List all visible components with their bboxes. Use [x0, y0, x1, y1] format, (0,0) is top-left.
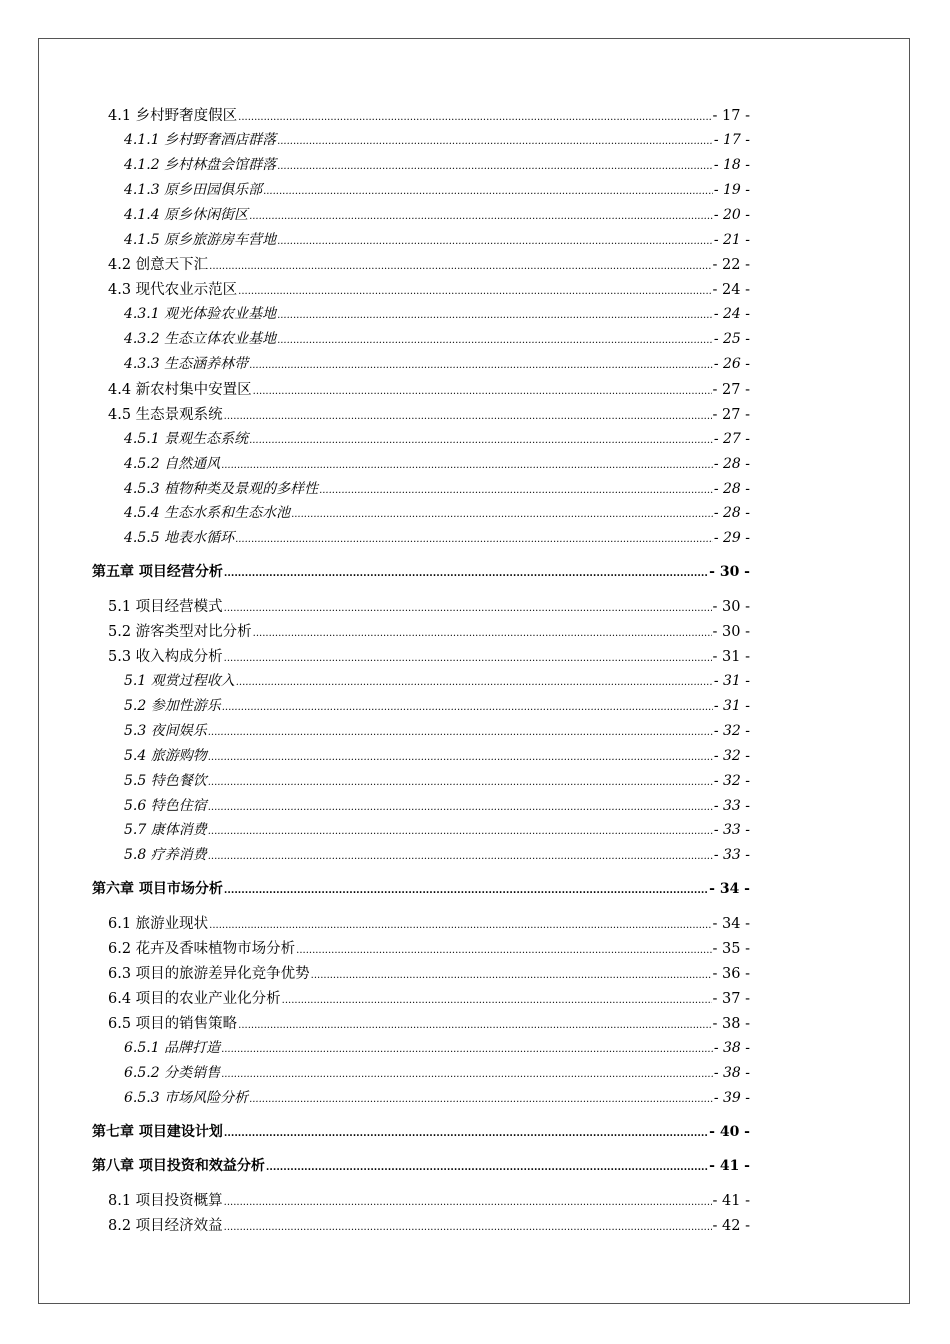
toc-entry-page: - 34 - [709, 881, 750, 898]
toc-entry-page: - 18 - [713, 156, 750, 173]
toc-entry-label: 第八章 项目投资和效益分析 [92, 1157, 265, 1174]
toc-entry-page: - 31 - [712, 649, 750, 666]
toc-dot-leader [224, 881, 708, 897]
toc-entry-label: 4.4 新农村集中安置区 [108, 381, 252, 398]
toc-dot-leader [224, 649, 712, 665]
toc-entry-page: - 27 - [712, 406, 750, 423]
toc-entry-label: 5.3 夜间娱乐 [124, 722, 207, 739]
toc-entry-page: - 42 - [712, 1217, 750, 1234]
toc-entry-label: 4.5.3 植物种类及景观的多样性 [124, 480, 319, 497]
toc-entry-label: 4.3.1 观光体验农业基地 [124, 306, 277, 323]
toc-entry[interactable] [124, 154, 750, 174]
toc-dot-leader [208, 773, 713, 789]
toc-entry-page: - 27 - [713, 430, 750, 447]
toc-entry[interactable] [124, 129, 750, 149]
toc-entry-page: - 33 - [713, 847, 750, 864]
toc-entry-page: - 33 - [713, 797, 750, 814]
toc-dot-leader [311, 966, 712, 982]
toc-dot-leader [208, 798, 713, 814]
toc-dot-leader [277, 331, 713, 347]
toc-entry[interactable] [124, 502, 750, 522]
toc-entry-label: 4.1.3 原乡田园俱乐部 [124, 181, 263, 198]
toc-entry[interactable] [124, 695, 750, 715]
toc-entry[interactable] [124, 1037, 750, 1057]
toc-entry-page: - 30 - [709, 564, 750, 581]
toc-entry-page: - 36 - [712, 966, 750, 983]
toc-dot-leader [277, 232, 713, 248]
toc-dot-leader [282, 991, 712, 1007]
toc-entry-page: - 39 - [713, 1089, 750, 1106]
toc-entry-label: 6.3 项目的旅游差异化竞争优势 [108, 966, 310, 983]
toc-entry[interactable] [108, 1189, 750, 1210]
toc-dot-leader [249, 1090, 713, 1106]
toc-entry[interactable] [108, 1214, 750, 1235]
toc-entry[interactable] [124, 328, 750, 348]
toc-entry-label: 8.1 项目投资概算 [108, 1192, 223, 1209]
toc-dot-leader [209, 257, 711, 273]
toc-entry-page: - 38 - [713, 1039, 750, 1056]
toc-dot-leader [238, 108, 711, 124]
toc-dot-leader [222, 698, 713, 714]
toc-entry-label: 5.1 观赏过程收入 [124, 673, 235, 689]
toc-entry-page: - 19 - [713, 181, 750, 198]
toc-entry-label: 4.1.5 原乡旅游房车营地 [124, 231, 277, 248]
toc-entry-label: 5.5 特色餐饮 [124, 772, 207, 789]
toc-entry[interactable] [108, 378, 750, 399]
toc-entry-page: - 28 - [713, 505, 750, 522]
toc-dot-leader [221, 456, 713, 472]
toc-entry[interactable] [108, 403, 750, 424]
toc-dot-leader [208, 847, 713, 863]
toc-dot-leader [224, 1218, 712, 1234]
toc-entry-page: - 28 - [713, 455, 750, 472]
toc-entry[interactable] [92, 1121, 750, 1141]
toc-entry-page: - 41 - [712, 1192, 750, 1209]
toc-entry-label: 6.5.1 品牌打造 [124, 1039, 221, 1056]
toc-entry-page: - 33 - [713, 822, 750, 839]
toc-entry[interactable] [124, 453, 750, 473]
toc-entry-label: 5.6 特色住宿 [124, 797, 207, 814]
toc-entry-page: - 40 - [709, 1123, 750, 1140]
toc-entry-label: 5.7 康体消费 [124, 822, 207, 839]
toc-dot-leader [236, 673, 713, 689]
toc-entry[interactable] [108, 104, 750, 125]
toc-dot-leader [253, 624, 712, 640]
toc-dot-leader [277, 157, 713, 173]
toc-entry[interactable] [124, 353, 750, 373]
toc-entry-page: - 35 - [712, 941, 750, 958]
toc-dot-leader [208, 748, 713, 764]
toc-dot-leader [277, 306, 713, 322]
toc-entry-page: - 30 - [712, 624, 750, 641]
toc-entry-page: - 28 - [713, 480, 750, 497]
toc-entry-page: - 31 - [713, 673, 750, 689]
toc-entry[interactable] [108, 937, 750, 958]
toc-entry[interactable] [124, 428, 750, 448]
toc-entry[interactable] [108, 645, 750, 666]
toc-entry[interactable] [108, 595, 750, 616]
toc-entry-label: 5.3 收入构成分析 [108, 649, 223, 666]
toc-entry-page: - 32 - [713, 747, 750, 764]
toc-entry-page: - 21 - [713, 231, 750, 248]
toc-entry-label: 4.5.1 景观生态系统 [124, 430, 249, 447]
toc-entry-page: - 29 - [713, 530, 750, 547]
toc-entry-page: - 38 - [712, 1015, 750, 1032]
toc-entry-page: - 38 - [713, 1064, 750, 1081]
toc-entry[interactable] [124, 670, 750, 690]
toc-dot-leader [208, 822, 713, 838]
toc-entry[interactable] [124, 795, 750, 815]
toc-entry-page: - 24 - [712, 282, 750, 299]
toc-dot-leader [238, 1016, 711, 1032]
toc-dot-leader [224, 564, 708, 580]
toc-entry-label: 4.1.4 原乡休闲街区 [124, 206, 249, 223]
toc-entry-label: 6.1 旅游业现状 [108, 916, 209, 933]
toc-dot-leader [266, 1158, 708, 1174]
toc-dot-leader [209, 916, 711, 932]
toc-dot-leader [249, 431, 713, 447]
toc-entry-label: 5.1 项目经营模式 [108, 599, 223, 616]
toc-entry[interactable] [124, 720, 750, 740]
toc-entry-label: 4.5 生态景观系统 [108, 406, 223, 423]
toc-dot-leader [277, 132, 713, 148]
toc-dot-leader [224, 407, 712, 423]
toc-entry-label: 第六章 项目市场分析 [92, 881, 223, 898]
toc-entry-label: 4.2 创意天下汇 [108, 257, 209, 274]
toc-entry-label: 8.2 项目经济效益 [108, 1217, 223, 1234]
toc-entry-page: - 22 - [712, 257, 750, 274]
toc-entry-label: 4.1.2 乡村林盘会馆群落 [124, 156, 277, 173]
toc-entry-page: - 20 - [713, 206, 750, 223]
toc-dot-leader [208, 723, 713, 739]
toc-entry-label: 6.5.2 分类销售 [124, 1064, 221, 1081]
toc-entry[interactable] [124, 1062, 750, 1082]
toc-entry-page: - 26 - [713, 356, 750, 372]
toc-entry-label: 4.3.3 生态涵养林带 [124, 356, 249, 372]
toc-dot-leader [253, 382, 712, 398]
toc-entry[interactable] [92, 561, 750, 581]
toc-entry[interactable] [124, 844, 750, 864]
toc-entry[interactable] [92, 1155, 750, 1175]
toc-entry-page: - 31 - [713, 697, 750, 714]
toc-entry[interactable] [124, 819, 750, 839]
toc-entry-page: - 25 - [713, 331, 750, 348]
toc-dot-leader [296, 941, 711, 957]
toc-entry-label: 5.8 疗养消费 [124, 847, 207, 864]
toc-entry-label: 5.2 游客类型对比分析 [108, 624, 252, 641]
toc-entry-label: 4.5.4 生态水系和生态水池 [124, 505, 291, 522]
toc-entry-label: 6.5 项目的销售策略 [108, 1015, 238, 1032]
toc-entry[interactable] [124, 303, 750, 323]
toc-entry[interactable] [124, 179, 750, 199]
toc-entry-page: - 37 - [712, 991, 750, 1007]
toc-dot-leader [249, 356, 713, 372]
toc-entry-label: 第五章 项目经营分析 [92, 564, 223, 581]
toc-entry[interactable] [124, 229, 750, 249]
toc-dot-leader [221, 1065, 713, 1081]
toc-dot-leader [235, 530, 713, 546]
toc-entry-page: - 41 - [709, 1157, 750, 1174]
toc-dot-leader [224, 1193, 712, 1209]
toc-entry-label: 4.1.1 乡村野奢酒店群落 [124, 131, 277, 148]
toc-entry-page: - 24 - [713, 306, 750, 323]
toc-entry-label: 5.4 旅游购物 [124, 747, 207, 764]
toc-entry-label: 5.2 参加性游乐 [124, 697, 221, 714]
toc-entry[interactable] [124, 745, 750, 765]
toc-entry-page: - 17 - [713, 131, 750, 148]
toc-dot-leader [291, 505, 713, 521]
toc-entry-page: - 32 - [713, 722, 750, 739]
toc-entry-page: - 27 - [712, 381, 750, 398]
toc-dot-leader [238, 282, 711, 298]
toc-dot-leader [263, 182, 713, 198]
toc-entry[interactable] [108, 620, 750, 641]
toc-entry[interactable] [108, 987, 750, 1008]
toc-entry[interactable] [108, 962, 750, 983]
toc-entry-label: 6.5.3 市场风险分析 [124, 1089, 249, 1106]
toc-dot-leader [319, 481, 713, 497]
toc-entry[interactable] [124, 204, 750, 224]
toc-entry[interactable] [92, 878, 750, 898]
toc-entry-label: 4.1 乡村野奢度假区 [108, 108, 238, 124]
toc-entry[interactable] [108, 278, 750, 299]
toc-entry[interactable] [124, 478, 750, 498]
toc-dot-leader [249, 207, 713, 223]
toc-entry[interactable] [108, 253, 750, 274]
toc-entry-page: - 17 - [712, 108, 750, 124]
toc-entry-label: 6.4 项目的农业产业化分析 [108, 991, 281, 1007]
toc-dot-leader [224, 1124, 708, 1140]
toc-entry-page: - 32 - [713, 772, 750, 789]
toc-entry[interactable] [124, 527, 750, 547]
toc-entry-page: - 34 - [712, 916, 750, 933]
toc-entry[interactable] [124, 1087, 750, 1107]
toc-entry-label: 第七章 项目建设计划 [92, 1123, 223, 1140]
toc-entry-label: 4.5.2 自然通风 [124, 455, 221, 472]
toc-entry-page: - 30 - [712, 599, 750, 616]
toc-entry[interactable] [108, 912, 750, 933]
toc-entry[interactable] [124, 770, 750, 790]
toc-entry-label: 4.3.2 生态立体农业基地 [124, 331, 277, 348]
toc-entry-label: 6.2 花卉及香味植物市场分析 [108, 941, 296, 958]
toc-dot-leader [221, 1040, 713, 1056]
toc-entry-label: 4.3 现代农业示范区 [108, 282, 238, 299]
toc-dot-leader [224, 599, 712, 615]
toc-entry-label: 4.5.5 地表水循环 [124, 530, 235, 547]
toc-entry[interactable] [108, 1012, 750, 1033]
